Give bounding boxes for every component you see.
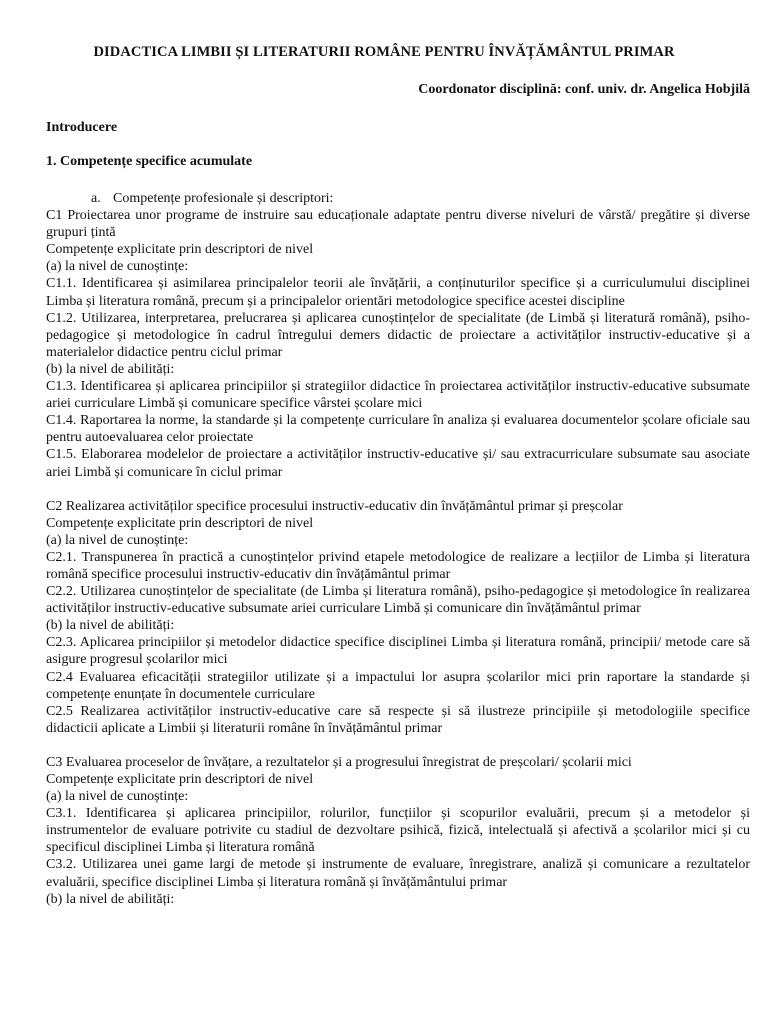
- descriptor-c1-3: C1.3. Identificarea și aplicarea principiilor și strategiilor didactice în proiectarea activităților instructiv-educative subsumate ariei curriculare Limbă și comunicare specifice vârstei școlare mici: [46, 379, 750, 412]
- skills-level: (b) la nivel de abilități:: [46, 361, 175, 377]
- descriptor-c2-4: C2.4 Evaluarea eficacității strategiilor utilizate și a impactului lor asupra școlarilor mici prin raportare la standarde și competențe enunțate în documentele curriculare: [46, 669, 750, 702]
- competence-c2-title: C2 Realizarea activităților specifice procesului instructiv-educativ din învățământul primar și preșcolar: [46, 498, 623, 514]
- descriptor-c1-2: C1.2. Utilizarea, interpretarea, prelucrarea și aplicarea cunoștințelor de specialitate (de Limbă și literatură română), psiho-pedagogice și metodologice în cadrul întregului demers didactic de proiectare a activităților instructiv-educative și a materialelor didactice pentru ciclul primar: [46, 310, 750, 360]
- list-marker: a.: [91, 191, 101, 206]
- skills-level: (b) la nivel de abilități:: [46, 891, 175, 907]
- descriptor-c3-2: C3.2. Utilizarea unei game largi de metode și instrumente de evaluare, înregistrare, analiză și comunicare a rezultatelor evaluării, specifice disciplinei Limba și literatura română și învățământului primar: [46, 857, 750, 890]
- descriptor-c1-1: C1.1. Identificarea și asimilarea principalelor teorii ale învățării, a conținuturilor specifice și a curriculumului disciplinei Limba și literatura română, precum și a principalelor orientări metodologice specifice acestei discipline: [46, 276, 750, 309]
- subsection-a: [46, 190, 750, 207]
- knowledge-level: (a) la nivel de cunoștințe:: [46, 532, 189, 548]
- intro-heading: Introducere: [46, 120, 118, 135]
- knowledge-level: (a) la nivel de cunoștințe:: [46, 259, 189, 275]
- competence-c3-title: C3 Evaluarea proceselor de învățare, a rezultatelor și a progresului înregistrat de preșcolari/ școlarii mici: [46, 754, 632, 770]
- descriptor-c2-1: C2.1. Transpunerea în practică a cunoștințelor privind etapele metodologice de realizare a lecțiilor de Limba și literatura română specifice procesului instructiv-educativ din învățământul primar: [46, 549, 750, 582]
- descriptor-heading: Competențe explicitate prin descriptori de nivel: [46, 515, 314, 531]
- knowledge-level: (a) la nivel de cunoștințe:: [46, 789, 189, 805]
- descriptor-c2-3: C2.3. Aplicarea principiilor și metodelor didactice specifice disciplinei Limba și literatura română, principii/ metode care să asigure progresul școlarilor mici: [46, 635, 750, 668]
- document-title: DIDACTICA LIMBII ȘI LITERATURII ROMÂNE PENTRU ÎNVĂȚĂMÂNTUL PRIMAR: [93, 44, 675, 60]
- document-body: [46, 190, 750, 908]
- descriptor-c3-1: C3.1. Identificarea și aplicarea principiilor, rolurilor, funcțiilor și scopurilor evaluării, precum și a metodelor și instrumentelor de evaluare potrivite cu stadiul de dezvoltare psihică, fizică, intelectuală și afectivă a școlarilor mici și cu specificul disciplinei Limba și literatura română: [46, 806, 750, 856]
- subsection-title: Competențe profesionale și descriptori:: [113, 191, 334, 206]
- descriptor-c2-2: C2.2. Utilizarea cunoștințelor de specialitate (de Limba și literatura română), psiho-pedagogice și metodologice în realizarea activităților instructiv-educative subsumate ariei curriculare Limbă și comunicare din învățământul primar: [46, 584, 750, 617]
- descriptor-c1-5: C1.5. Elaborarea modelelor de proiectare a activităților instructiv-educative și/ sau extracurriculare subsumate sau asociate ariei Limbă și comunicare în ciclul primar: [46, 447, 750, 480]
- coordinator-line: Coordonator disciplină: conf. univ. dr. Angelica Hobjilă: [418, 82, 750, 97]
- section-heading: 1. Competențe specifice acumulate: [46, 154, 253, 169]
- descriptor-heading: Competențe explicitate prin descriptori de nivel: [46, 772, 314, 787]
- descriptor-c2-5: C2.5 Realizarea activităților instructiv-educative care să respecte și să ilustreze principiile și metodologiile specifice didacticii aplicate a Limbii și literaturii române în învățământul primar: [46, 703, 750, 736]
- descriptor-heading: Competențe explicitate prin descriptori de nivel: [46, 242, 314, 258]
- descriptor-c1-4: C1.4. Raportarea la norme, la standarde și la competențe curriculare în analiza și evaluarea documentelor școlare oficiale sau pentru autoevaluarea celor proiectate: [46, 413, 750, 446]
- competence-c1-title: C1 Proiectarea unor programe de instruire sau educaționale adaptate pentru diverse niveluri de vârstă/ pregătire și diverse grupuri țintă: [46, 208, 750, 241]
- skills-level: (b) la nivel de abilități:: [46, 618, 175, 634]
